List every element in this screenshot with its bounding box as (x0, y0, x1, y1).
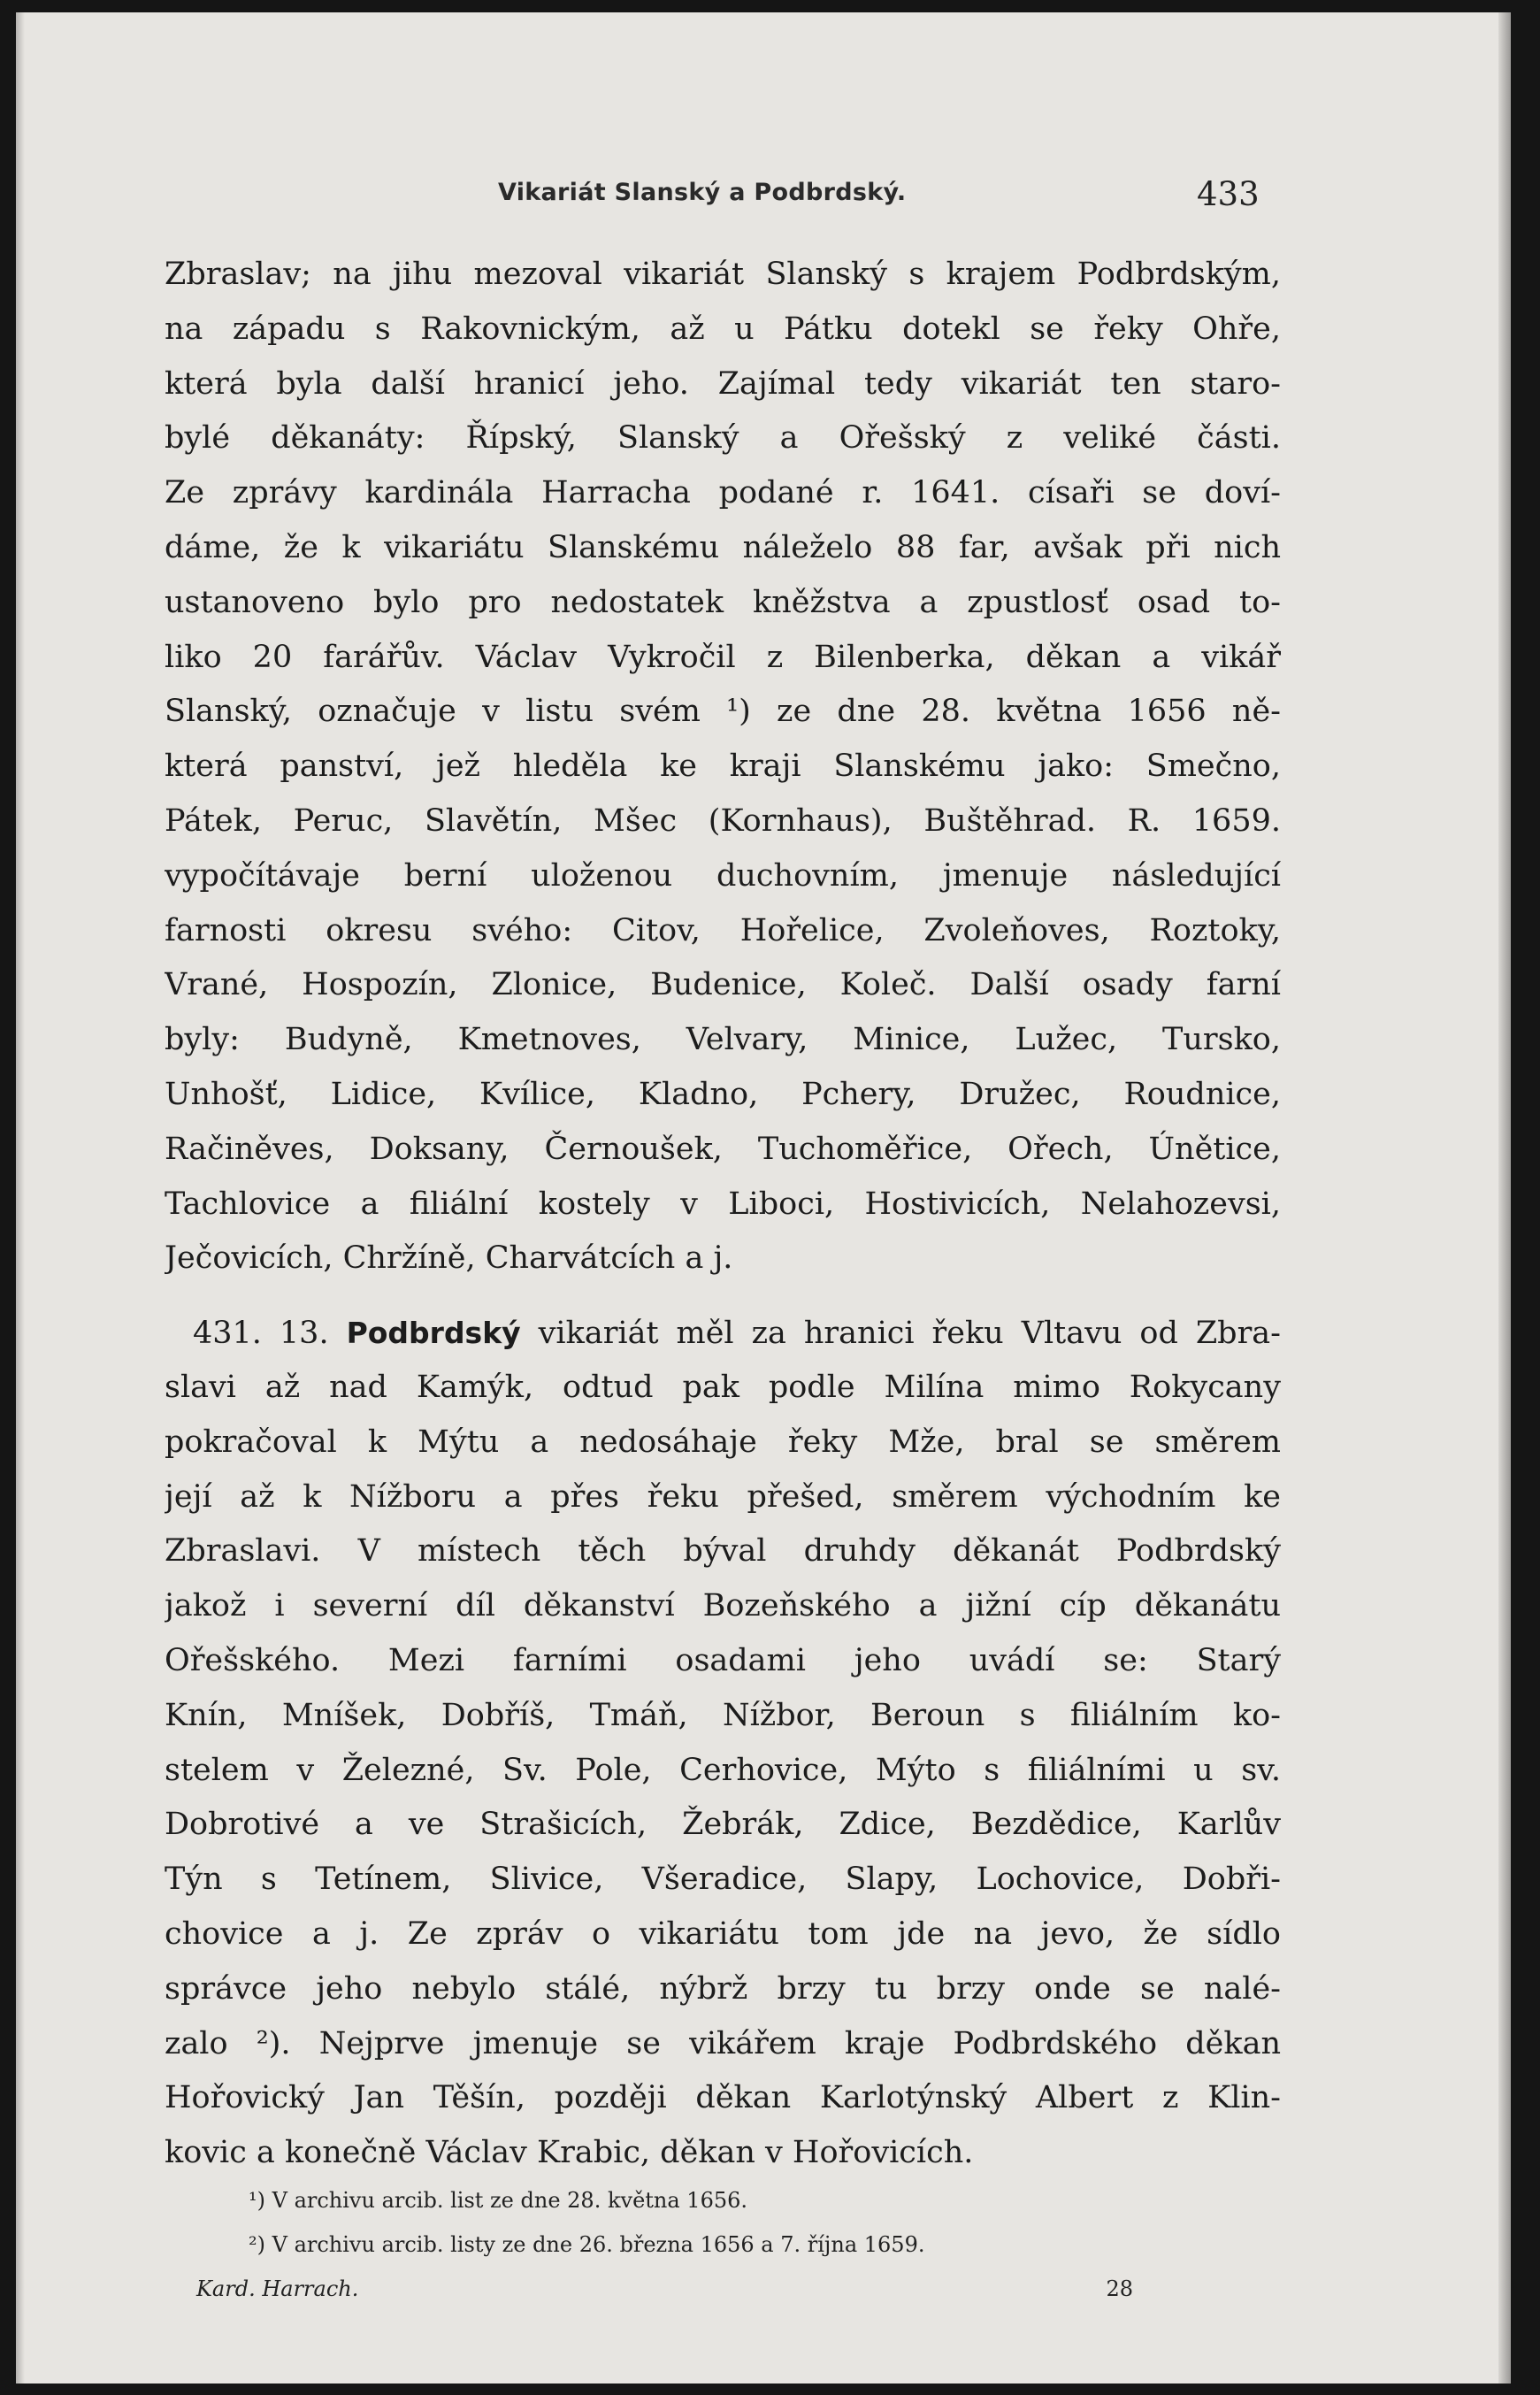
text-line: chovice a j. Ze zpráv o vikariátu tom jde na jevo, že sídlo (165, 1915, 1281, 1952)
text-line: která byla další hranicí jeho. Zajímal tedy vikariát ten staro- (165, 365, 1281, 402)
text-line: Dobrotivé a ve Strašicích, Žebrák, Zdice, Bezdědice, Karlův (165, 1807, 1281, 1843)
page-right-shadow (1498, 12, 1511, 2383)
page-header (16, 175, 1511, 223)
book-page (16, 12, 1511, 2383)
text-line: bylé děkanáty: Řípský, Slanský a Ořešský z veliké části. (165, 420, 1281, 457)
text-line: její až k Nížboru a přes řeku přešed, směrem východním ke (165, 1478, 1281, 1515)
page-body (165, 248, 1281, 2181)
text-line: ustanoveno bylo pro nedostatek kněžstva a zpustlosť osad to- (165, 584, 1281, 620)
text-line: Ze zprávy kardinála Harracha podané r. 1641. císaři se doví- (165, 475, 1281, 511)
sheet-number: 28 (1106, 2276, 1133, 2301)
text-line: stelem v Železné, Sv. Pole, Cerhovice, Mýto s filiálními u sv. (165, 1752, 1281, 1788)
paragraph-1 (165, 248, 1281, 1286)
text-line: liko 20 farářův. Václav Vykročil z Bilenberka, děkan a vikář (165, 639, 1281, 675)
paragraph-2-first-line (165, 1306, 1281, 1361)
footnote-1: ¹) V archivu arcib. list ze dne 28. května 1656. (249, 2188, 748, 2213)
text-line: Ječovicích, Chržíně, Charvátcích a j. (165, 1240, 733, 1277)
running-title: Vikariát Slanský a Podbrdský. (498, 179, 907, 206)
first-line-text: vikariát měl za hranici řeku Vltavu od Zbra- (538, 1316, 1281, 1352)
text-line: na západu s Rakovnickým, až u Pátku dotekl se řeky Ohře, (165, 311, 1281, 347)
text-line: Knín, Mníšek, Dobříš, Tmáň, Nížbor, Beroun s filiálním ko- (165, 1697, 1281, 1733)
text-line: Tachlovice a filiální kostely v Liboci, Hostivicích, Nelahozevsi, (165, 1186, 1281, 1222)
section-number: 431. 13. (193, 1316, 329, 1352)
text-line: Zbraslav; na jihu mezoval vikariát Slanský s krajem Podbrdským, (165, 257, 1281, 292)
text-line: Unhošť, Lidice, Kvílice, Kladno, Pchery, Družec, Roudnice, (165, 1076, 1281, 1112)
footnotes (165, 2178, 1208, 2311)
footnote-2: ²) V archivu arcib. listy ze dne 26. března 1656 a 7. října 1659. (249, 2232, 925, 2257)
section-term: Podbrdský (346, 1316, 521, 1351)
text-line: slavi až nad Kamýk, odtud pak podle Milína mimo Rokycany (165, 1369, 1281, 1405)
signature-line (165, 2267, 1208, 2311)
page-left-shadow (16, 12, 25, 2383)
text-line: jakož i severní díl děkanství Bozeňského a jižní cíp děkanátu (165, 1588, 1281, 1624)
text-line: zalo ²). Nejprve jmenuje se vikářem kraje Podbrdského děkan (165, 2025, 1281, 2061)
text-line: Týn s Tetínem, Slivice, Všeradice, Slapy, Lochovice, Dobři- (165, 1861, 1281, 1898)
paragraph-2 (165, 1306, 1281, 2181)
text-line: pokračoval k Mýtu a nedosáhaje řeky Mže, bral se směrem (165, 1424, 1281, 1460)
text-line: Zbraslavi. V místech těch býval druhdy děkanát Podbrdský (165, 1533, 1281, 1570)
text-line: vypočítávaje berní uloženou duchovním, jmenuje následující (165, 857, 1281, 894)
text-line: správce jeho nebylo stálé, nýbrž brzy tu brzy onde se nalé- (165, 1970, 1281, 2007)
text-line: Ořešského. Mezi farními osadami jeho uvádí se: Starý (165, 1642, 1281, 1678)
text-line: Vrané, Hospozín, Zlonice, Budenice, Koleč. Další osady farní (165, 967, 1281, 1003)
text-line: Hořovický Jan Těšín, později děkan Karlotýnský Albert z Klin- (165, 2080, 1281, 2116)
text-line: byly: Budyně, Kmetnoves, Velvary, Minice, Lužec, Tursko, (165, 1022, 1281, 1058)
page-number: 433 (1197, 175, 1260, 213)
text-line: Račiněves, Doksany, Černoušek, Tuchoměřice, Ořech, Únětice, (165, 1131, 1281, 1167)
text-line: která panství, jež hleděla ke kraji Slanskému jako: Smečno, (165, 748, 1281, 785)
text-line: Slanský, označuje v listu svém ¹) ze dne 28. května 1656 ně- (165, 694, 1281, 730)
printer-signature: Kard. Harrach. (196, 2276, 359, 2301)
text-line: farnosti okresu svého: Citov, Hořelice, Zvoleňoves, Roztoky, (165, 912, 1281, 948)
text-line: kovic a konečně Václav Krabic, děkan v Hořovicích. (165, 2135, 974, 2171)
text-line: dáme, že k vikariátu Slanskému náleželo 88 far, avšak při nich (165, 529, 1281, 565)
paragraph-gap (165, 1286, 1281, 1306)
text-line: Pátek, Peruc, Slavětín, Mšec (Kornhaus), Buštěhrad. R. 1659. (165, 802, 1281, 839)
